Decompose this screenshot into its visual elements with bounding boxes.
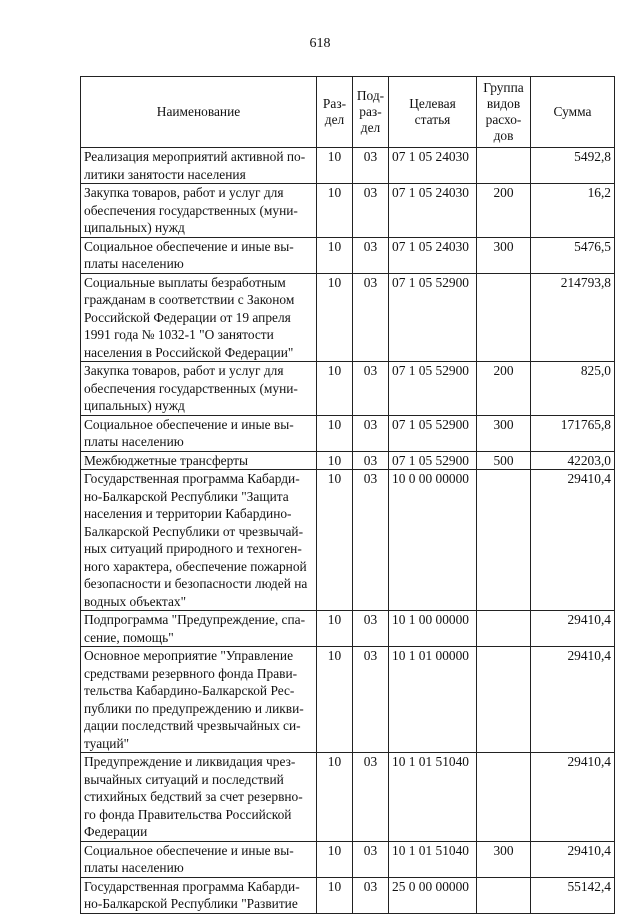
cell-subsection: 03 — [353, 877, 389, 913]
table-row — [81, 362, 615, 416]
table-row — [81, 647, 615, 753]
cell-group: 200 — [477, 184, 531, 238]
cell-subsection: 03 — [353, 415, 389, 451]
cell-section: 10 — [317, 362, 353, 416]
cell-section: 10 — [317, 647, 353, 753]
cell-group — [477, 148, 531, 184]
table-row — [81, 470, 615, 611]
cell-target: 07 1 05 24030 — [389, 148, 477, 184]
cell-group: 500 — [477, 451, 531, 470]
cell-sum: 214793,8 — [531, 273, 615, 362]
cell-group — [477, 611, 531, 647]
cell-sum: 29410,4 — [531, 753, 615, 842]
cell-target: 07 1 05 52900 — [389, 273, 477, 362]
cell-section: 10 — [317, 841, 353, 877]
cell-target: 07 1 05 52900 — [389, 362, 477, 416]
cell-group: 300 — [477, 237, 531, 273]
cell-target: 10 1 01 51040 — [389, 753, 477, 842]
table-row — [81, 451, 615, 470]
cell-sum: 171765,8 — [531, 415, 615, 451]
cell-target: 10 1 01 00000 — [389, 647, 477, 753]
table-header-row — [81, 77, 615, 148]
cell-name: Закупка товаров, работ и услуг для обеспечения государственных (муни- ципальных) нужд — [81, 362, 317, 416]
table-row — [81, 841, 615, 877]
table-row — [81, 237, 615, 273]
cell-subsection: 03 — [353, 273, 389, 362]
cell-sum: 825,0 — [531, 362, 615, 416]
cell-section: 10 — [317, 415, 353, 451]
cell-subsection: 03 — [353, 647, 389, 753]
cell-section: 10 — [317, 273, 353, 362]
cell-name: Социальные выплаты безработным гражданам в соответствии с Законом Российской Федерации от 19 апреля 1991 года № 1032-1 "О занятости населения в Российской Федерации" — [81, 273, 317, 362]
cell-section: 10 — [317, 184, 353, 238]
cell-subsection: 03 — [353, 362, 389, 416]
cell-name: Реализация мероприятий активной по- литики занятости населения — [81, 148, 317, 184]
cell-group — [477, 470, 531, 611]
cell-name: Государственная программа Кабарди- но-Балкарской Республики "Защита населения и территории Кабардино- Балкарской Республики от чрезвычай- ных ситуаций природного и техноген- ного характера, обеспечение пожарной безопасности и безопасности людей на водных объектах" — [81, 470, 317, 611]
cell-sum: 5476,5 — [531, 237, 615, 273]
cell-section: 10 — [317, 470, 353, 611]
cell-subsection: 03 — [353, 451, 389, 470]
cell-subsection: 03 — [353, 753, 389, 842]
cell-target: 10 0 00 00000 — [389, 470, 477, 611]
cell-target: 10 1 00 00000 — [389, 611, 477, 647]
cell-sum: 29410,4 — [531, 647, 615, 753]
cell-sum: 29410,4 — [531, 841, 615, 877]
cell-section: 10 — [317, 753, 353, 842]
cell-name: Предупреждение и ликвидация чрез- вычайных ситуаций и последствий стихийных бедствий за счет резервно- го фонда Правительства Российской Федерации — [81, 753, 317, 842]
cell-target: 07 1 05 52900 — [389, 451, 477, 470]
header-group: Группа видов расхо- дов — [477, 77, 531, 148]
header-sum: Сумма — [531, 77, 615, 148]
cell-name: Закупка товаров, работ и услуг для обеспечения государственных (муни- ципальных) нужд — [81, 184, 317, 238]
cell-name: Социальное обеспечение и иные вы- платы населению — [81, 841, 317, 877]
cell-group — [477, 877, 531, 913]
budget-table — [80, 76, 615, 914]
cell-sum: 29410,4 — [531, 611, 615, 647]
table-row — [81, 148, 615, 184]
cell-group — [477, 753, 531, 842]
cell-subsection: 03 — [353, 470, 389, 611]
cell-name: Государственная программа Кабарди- но-Балкарской Республики "Развитие — [81, 877, 317, 913]
cell-section: 10 — [317, 877, 353, 913]
cell-subsection: 03 — [353, 611, 389, 647]
table-row — [81, 877, 615, 913]
cell-target: 07 1 05 24030 — [389, 184, 477, 238]
header-section: Раз- дел — [317, 77, 353, 148]
cell-name: Подпрограмма "Предупреждение, спа- сение, помощь" — [81, 611, 317, 647]
table-row — [81, 273, 615, 362]
table-row — [81, 415, 615, 451]
table-row — [81, 753, 615, 842]
cell-name: Социальное обеспечение и иные вы- платы населению — [81, 415, 317, 451]
cell-section: 10 — [317, 611, 353, 647]
cell-section: 10 — [317, 451, 353, 470]
cell-target: 10 1 01 51040 — [389, 841, 477, 877]
header-subsection: Под- раз- дел — [353, 77, 389, 148]
cell-sum: 5492,8 — [531, 148, 615, 184]
cell-target: 25 0 00 00000 — [389, 877, 477, 913]
cell-subsection: 03 — [353, 841, 389, 877]
cell-subsection: 03 — [353, 237, 389, 273]
cell-target: 07 1 05 52900 — [389, 415, 477, 451]
header-target: Целевая статья — [389, 77, 477, 148]
header-name: Наименование — [81, 77, 317, 148]
cell-name: Социальное обеспечение и иные вы- платы населению — [81, 237, 317, 273]
cell-sum: 42203,0 — [531, 451, 615, 470]
cell-group: 300 — [477, 415, 531, 451]
cell-group: 300 — [477, 841, 531, 877]
cell-section: 10 — [317, 148, 353, 184]
cell-subsection: 03 — [353, 184, 389, 238]
cell-target: 07 1 05 24030 — [389, 237, 477, 273]
cell-sum: 16,2 — [531, 184, 615, 238]
table-row — [81, 184, 615, 238]
cell-group — [477, 647, 531, 753]
table-row — [81, 611, 615, 647]
cell-subsection: 03 — [353, 148, 389, 184]
page-number: 618 — [309, 36, 331, 51]
cell-name: Межбюджетные трансферты — [81, 451, 317, 470]
cell-sum: 55142,4 — [531, 877, 615, 913]
cell-section: 10 — [317, 237, 353, 273]
cell-name: Основное мероприятие "Управление средствами резервного фонда Прави- тельства Кабардино-Балкарской Рес- публики по предупреждению и ликви- дации последствий чрезвычайных си- туаций" — [81, 647, 317, 753]
cell-sum: 29410,4 — [531, 470, 615, 611]
cell-group: 200 — [477, 362, 531, 416]
cell-group — [477, 273, 531, 362]
